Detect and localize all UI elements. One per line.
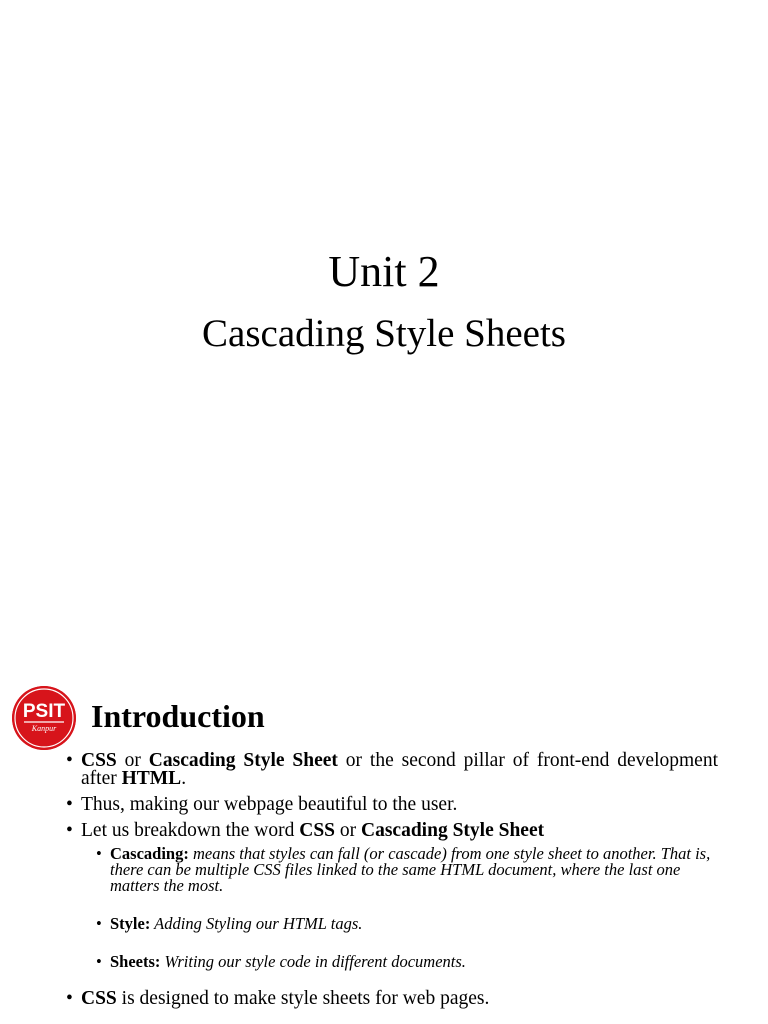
- bullet-item: [66, 752, 718, 788]
- sub-term: Sheets:: [110, 952, 161, 971]
- text: or: [335, 820, 362, 841]
- term-html: HTML: [121, 768, 182, 789]
- term-css: CSS: [299, 820, 336, 841]
- sub-bullet-item: [96, 916, 718, 932]
- psit-logo: [12, 686, 76, 750]
- sub-desc: Writing our style code in different documents.: [160, 952, 466, 971]
- bullet-item: [66, 822, 718, 970]
- introduction-slide: [0, 676, 768, 1024]
- text: or the second pillar of front-end development after: [81, 750, 718, 789]
- sub-bullet-list: [96, 846, 718, 970]
- bullet-list: [66, 752, 718, 1016]
- sub-desc: means that styles can fall (or cascade) from one style sheet to another. That is, there can be multiple CSS files linked to the same HTML document, where the last one matters the most.: [110, 844, 711, 895]
- text: Thus, making our webpage beautiful to the user.: [81, 794, 458, 815]
- text: or: [116, 750, 149, 771]
- bullet-item: [66, 796, 718, 814]
- text: Let us breakdown the word: [81, 820, 300, 841]
- unit-title: Unit 2: [328, 247, 440, 296]
- bullet-item: [66, 990, 718, 1008]
- term-css: CSS: [81, 750, 117, 771]
- sub-bullet-item: [96, 846, 718, 894]
- sub-desc: Adding Styling our HTML tags.: [150, 914, 363, 933]
- logo-subtext: Kanpur: [31, 724, 57, 733]
- term-cascading-style-sheet: Cascading Style Sheet: [148, 750, 338, 771]
- text: is designed to make style sheets for web pages.: [116, 988, 490, 1009]
- sub-bullet-item: [96, 954, 718, 970]
- psit-logo-icon: [12, 686, 76, 750]
- text: .: [181, 768, 187, 789]
- term-css: CSS: [81, 988, 117, 1009]
- unit-subtitle: Cascading Style Sheets: [202, 312, 566, 355]
- logo-text: PSIT: [22, 701, 66, 722]
- sub-term: Style:: [110, 914, 151, 933]
- introduction-heading: Introduction: [91, 698, 265, 734]
- sub-term: Cascading:: [110, 844, 189, 863]
- term-cascading-style-sheet: Cascading Style Sheet: [361, 820, 545, 841]
